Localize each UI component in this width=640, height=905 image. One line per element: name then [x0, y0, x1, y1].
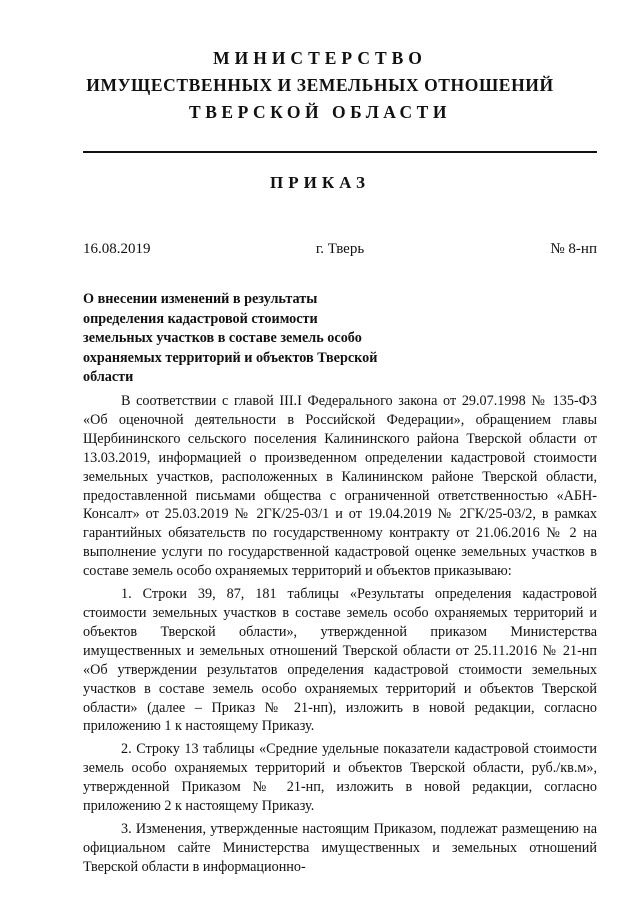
header-divider	[83, 151, 597, 153]
document-number: № 8-нп	[550, 241, 597, 257]
paragraph-item-2: 2. Строку 13 таблицы «Средние удельные показатели кадастровой стоимости земель особо охраняемых территорий и объектов Тверской области, руб./кв.м», утвержденной Приказом № 21-нп, изложить в новой редакции, согласно приложению 2 к настоящему Приказу.	[83, 741, 597, 815]
document-body	[83, 392, 597, 881]
paragraph-item-1: 1. Строки 39, 87, 181 таблицы «Результаты определения кадастровой стоимости земельных участков в составе земель особо охраняемых территорий и объектов Тверской области», утвержденной приказом Министерства имущественных и земельных отношений Тверской области от 25.11.2016 № 21-нп «Об утверждении результатов определения кадастровой стоимости земельных участков в составе земель особо охраняемых территорий и объектов Тверской области» (далее – Приказ № 21-нп), изложить в новой редакции, согласно приложению 1 к настоящему Приказу.	[83, 586, 597, 735]
document-subject: О внесении изменений в результаты определения кадастровой стоимости земельных участков в составе земель особо охраняемых территорий и объектов Тверской области	[83, 291, 378, 385]
document-type-title: ПРИКАЗ	[270, 173, 370, 192]
header-line-2: ИМУЩЕСТВЕННЫХ И ЗЕМЕЛЬНЫХ ОТНОШЕНИЙ	[86, 75, 554, 95]
header-line-1: МИНИСТЕРСТВО	[213, 48, 427, 68]
document-meta-row	[83, 241, 597, 261]
document-city: г. Тверь	[315, 241, 365, 257]
paragraph-item-3: 3. Изменения, утвержденные настоящим Приказом, подлежат размещению на официальном сайте Министерства имущественных и земельных отношений Тверской области в информационно-	[83, 820, 597, 875]
ministry-header	[0, 45, 640, 126]
document-date: 16.08.2019	[83, 241, 151, 257]
header-line-3: ТВЕРСКОЙ ОБЛАСТИ	[189, 102, 451, 122]
paragraph-preamble: В соответствии с главой III.I Федерального закона от 29.07.1998 № 135-ФЗ «Об оценочной деятельности в Российской Федерации», обращением главы Щербининского сельского поселения Калининского района Тверской области от 13.03.2019, информацией о произведенном определении кадастровой стоимости земельных участков, расположенных в Калининском районе Тверской области, предоставленной письмами общества с ограниченной ответственностью «АБН-Консалт» от 25.03.2019 № 2ГК/25-03/1 и от 19.04.2019 № 2ГК/25-03/2, в рамках гарантийных обязательств по государственному контракту от 21.06.2016 № 2 на выполнение услуги по государственной кадастровой оценке земельных участков в составе земель особо охраняемых территорий и объектов приказываю:	[83, 393, 597, 580]
